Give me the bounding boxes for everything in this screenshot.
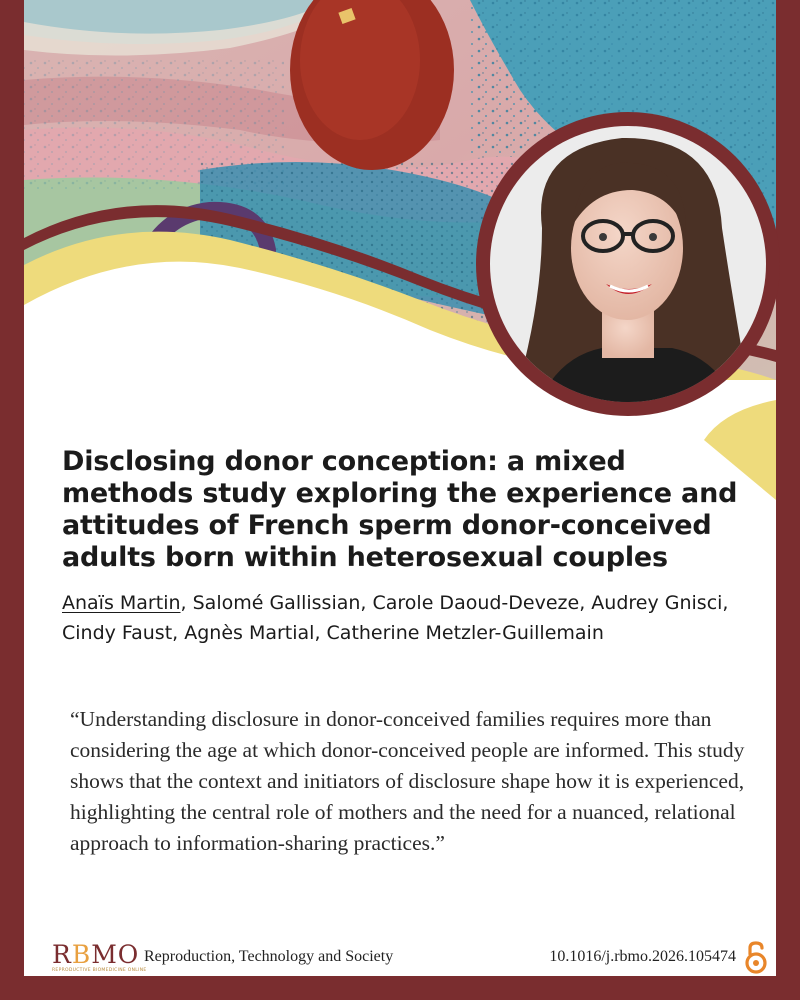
lead-author-name[interactable]: Anaïs Martin — [62, 592, 181, 614]
journal-name: Reproduction, Technology and Society — [144, 948, 394, 965]
logo-subtitle: REPRODUCTIVE BIOMEDICINE ONLINE — [52, 968, 147, 973]
co-author-names: , Salomé Gallissian, Carole Daoud-Deveze, Audrey Gnisci, Cindy Faust, Agnès Martial, Catherine Metzler-Guillemain — [62, 592, 729, 644]
logo-letter-b: B — [71, 940, 92, 969]
logo-letter-r: R — [52, 940, 72, 969]
logo-letters-mo: MO — [91, 940, 140, 969]
article-title: Disclosing donor conception: a mixed methods study exploring the experience and attitudes of French sperm donor-conceived adults born within heterosexual couples — [62, 446, 738, 573]
journal-footer — [52, 936, 772, 976]
open-access-lock-icon — [744, 940, 768, 974]
rbmo-logo — [52, 942, 139, 968]
author-list — [62, 588, 762, 648]
doi-link[interactable]: 10.1016/j.rbmo.2026.105474 — [549, 948, 736, 965]
author-portrait — [472, 108, 784, 420]
author-quote: “Understanding disclosure in donor-conceived families requires more than considering the age at which donor-conceived people are informed. This study shows that the context and initiators of disclosure shape how it is experienced, highlighting the central role of mothers and the need for a nuanced, relational approach to information-sharing practices.” — [70, 707, 745, 855]
